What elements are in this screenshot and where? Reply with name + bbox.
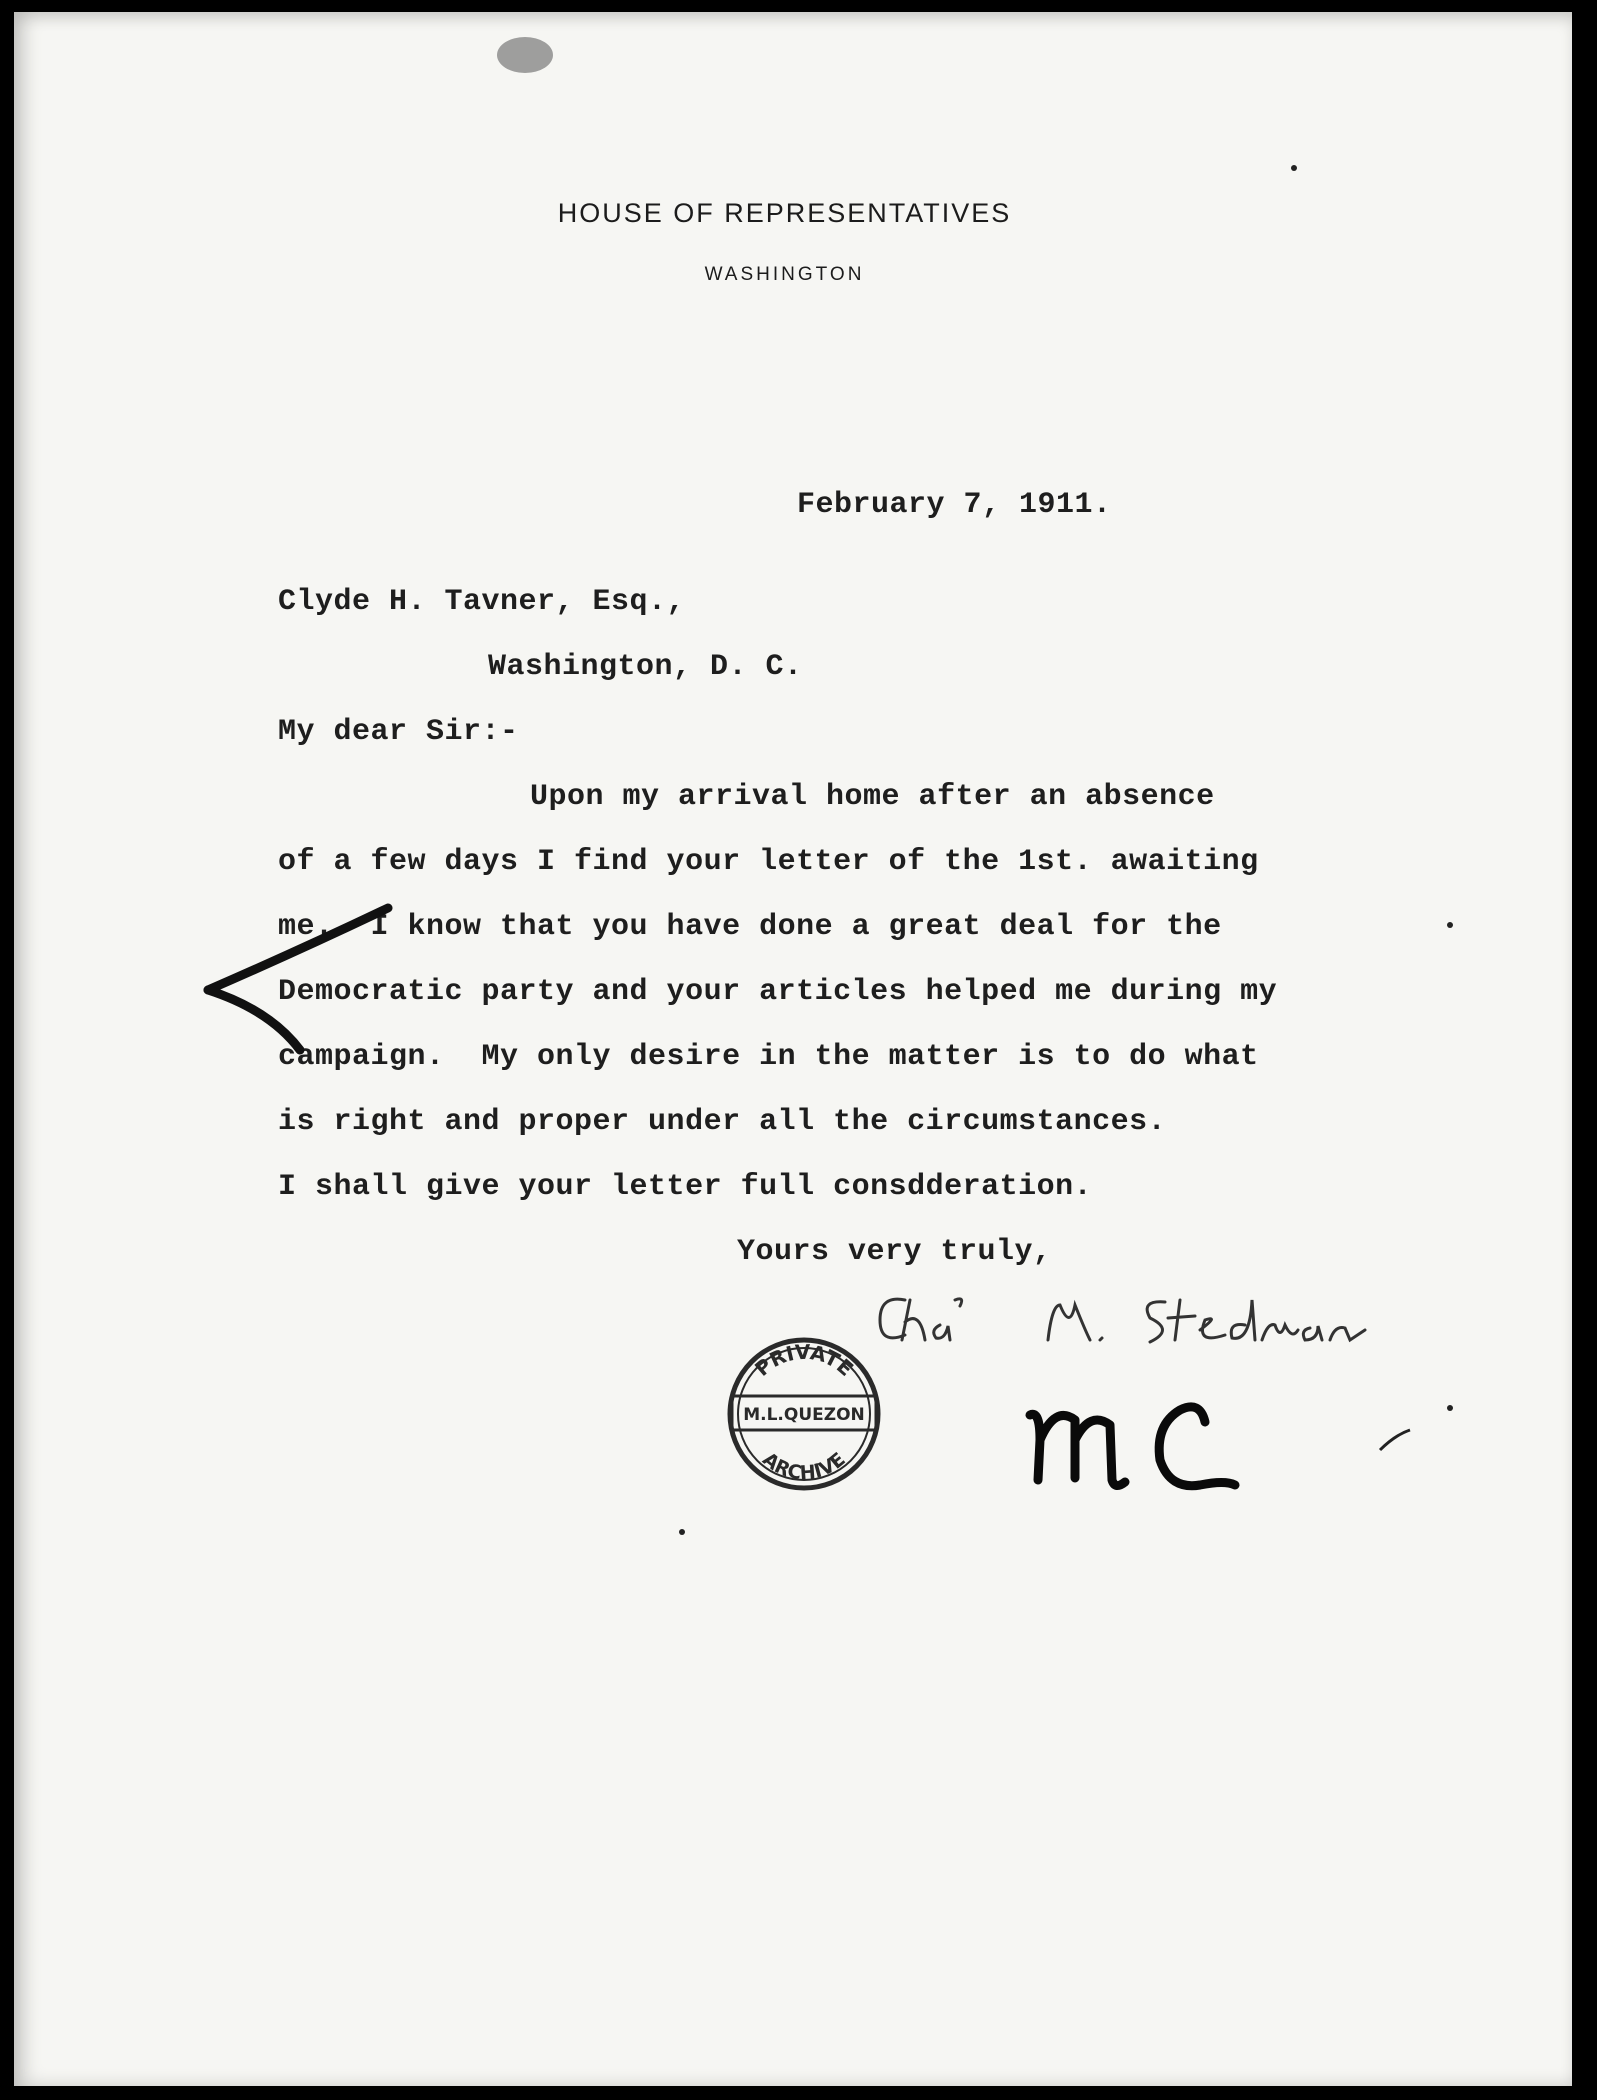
body-line-2: of a few days I find your letter of the 1st. awaiting	[278, 845, 1259, 879]
body-line-1: Upon my arrival home after an absence	[530, 780, 1215, 814]
stray-pen-mark	[1380, 1430, 1410, 1450]
salutation: My dear Sir:-	[278, 715, 519, 749]
ink-speck	[1291, 165, 1297, 171]
stamp-top-text: PRIVATE	[750, 1339, 859, 1381]
letter-date: February 7, 1911.	[797, 488, 1112, 522]
closing: Yours very truly,	[737, 1235, 1052, 1269]
letterhead-location: WASHINGTON	[704, 264, 865, 285]
margin-arrow-mark	[208, 908, 388, 1050]
archive-stamp	[730, 1340, 878, 1488]
recipient-name: Clyde H. Tavner, Esq.,	[278, 585, 686, 619]
ink-smudge	[497, 37, 553, 73]
body-line-3: me. I know that you have done a great deal for the	[278, 910, 1222, 944]
body-line-6: is right and proper under all the circumstances.	[278, 1105, 1167, 1139]
handwritten-initials	[1030, 1407, 1235, 1486]
ink-speck	[679, 1529, 685, 1535]
stamp-bottom-text: ARCHIVE	[758, 1448, 850, 1485]
stamp-center-text: M.L.QUEZON	[743, 1405, 865, 1425]
body-line-5: campaign. My only desire in the matter is to do what	[278, 1040, 1259, 1074]
ink-speck	[1447, 1405, 1453, 1411]
ink-speck	[1447, 922, 1453, 928]
recipient-address: Washington, D. C.	[488, 650, 803, 684]
letterhead-title: HOUSE OF REPRESENTATIVES	[557, 198, 1012, 228]
body-line-7: I shall give your letter full consdderation.	[278, 1170, 1093, 1204]
handwritten-signature	[880, 1299, 1365, 1342]
body-line-4: Democratic party and your articles helped me during my	[278, 975, 1278, 1009]
